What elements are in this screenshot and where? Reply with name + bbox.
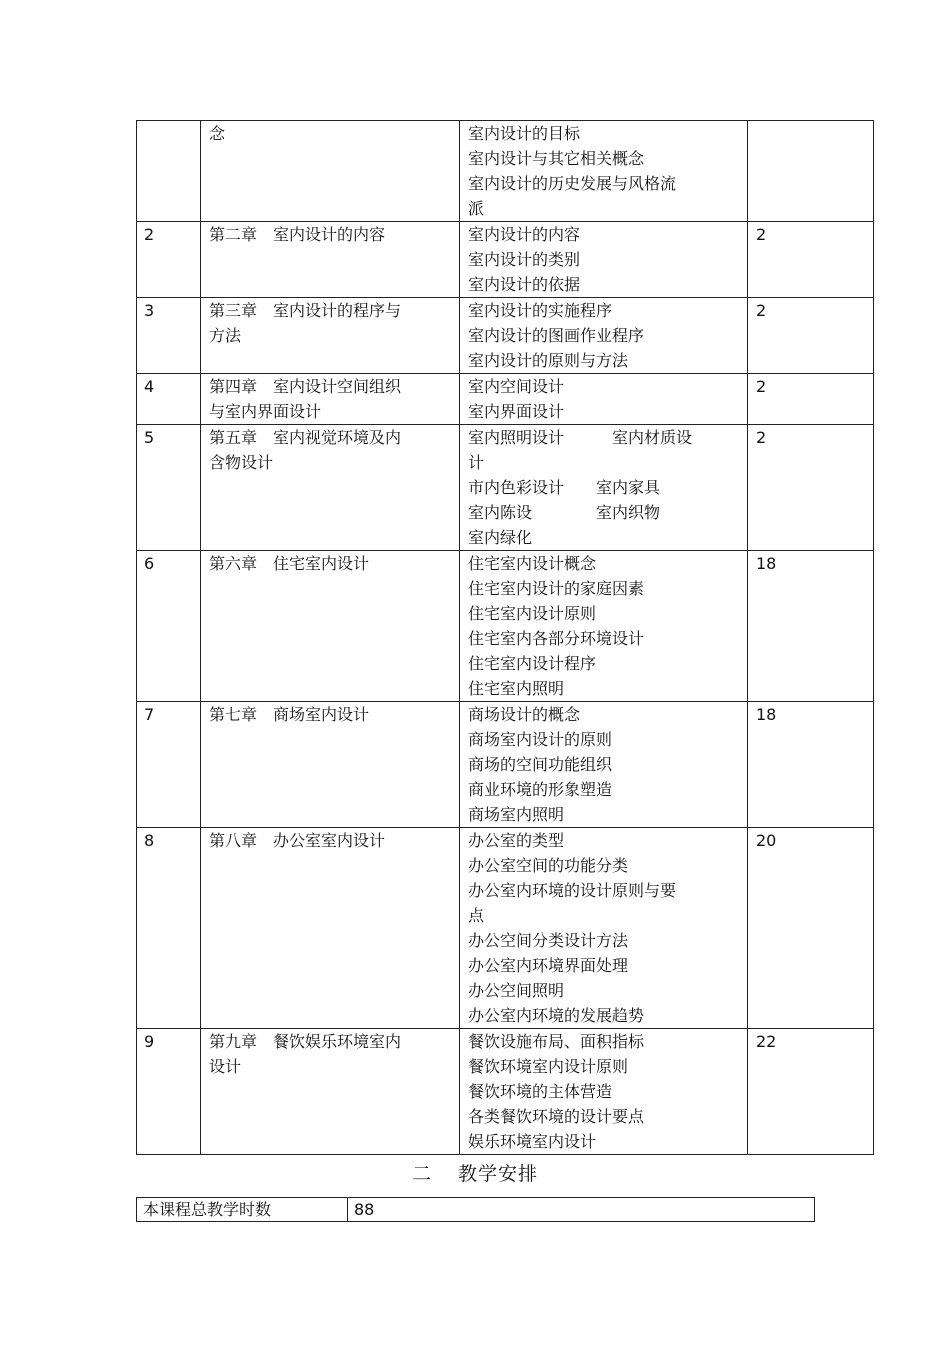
topic-line: 室内照明设计 室内材质设 [468, 428, 693, 447]
topic-line: 住宅室内各部分环境设计 [468, 629, 645, 648]
topic-line: 办公空间分类设计方法 [468, 931, 629, 950]
topic-line: 室内绿化 [468, 528, 533, 547]
total-hours-label: 本课程总教学时数 [137, 1198, 348, 1222]
table-row [137, 374, 874, 425]
chapter-title-cell [201, 551, 460, 702]
total-hours-table [136, 1197, 815, 1222]
hours-value: 2 [756, 225, 767, 244]
chapter-title-line: 第五章 室内视觉环境及内 [209, 428, 402, 447]
total-hours-row [137, 1198, 815, 1222]
topics-cell [460, 702, 748, 828]
chapter-number: 6 [144, 554, 155, 573]
chapter-title-cell [201, 374, 460, 425]
topic-line: 餐饮环境的主体营造 [468, 1082, 613, 1101]
table-row [137, 425, 874, 551]
topics-cell [460, 425, 748, 551]
chapter-number-cell [137, 425, 201, 551]
chapter-title-line: 方法 [209, 326, 242, 345]
topics-cell [460, 222, 748, 298]
chapter-number-cell [137, 298, 201, 374]
chapter-title-cell [201, 425, 460, 551]
hours-value: 22 [756, 1032, 777, 1051]
table-row [137, 702, 874, 828]
chapter-number-cell [137, 1029, 201, 1155]
topic-line: 计 [468, 453, 485, 472]
topic-line: 住宅室内设计概念 [468, 554, 597, 573]
chapter-title-line: 与室内界面设计 [209, 402, 322, 421]
hours-value: 18 [756, 705, 777, 724]
topic-line: 室内空间设计 [468, 377, 565, 396]
hours-value: 2 [756, 428, 767, 447]
topic-line: 室内陈设 室内织物 [468, 503, 661, 522]
topic-line: 派 [468, 199, 485, 218]
topic-line: 室内设计的实施程序 [468, 301, 613, 320]
hours-cell [748, 828, 874, 1029]
chapter-number-cell [137, 828, 201, 1029]
hours-cell [748, 1029, 874, 1155]
topic-line: 办公室内环境界面处理 [468, 956, 629, 975]
chapter-number: 3 [144, 301, 155, 320]
chapter-number-cell [137, 702, 201, 828]
hours-value: 20 [756, 831, 777, 850]
topics-cell [460, 1029, 748, 1155]
topic-line: 商场设计的概念 [468, 705, 581, 724]
chapter-title-line: 念 [209, 124, 226, 143]
topics-cell [460, 828, 748, 1029]
chapter-title-line: 第七章 商场室内设计 [209, 705, 370, 724]
topic-line: 办公室空间的功能分类 [468, 856, 629, 875]
hours-cell [748, 222, 874, 298]
table-row [137, 222, 874, 298]
topic-line: 室内设计的历史发展与风格流 [468, 174, 677, 193]
course-content-table [136, 120, 874, 1155]
hours-cell [748, 121, 874, 222]
chapter-title-line: 含物设计 [209, 453, 274, 472]
topic-line: 餐饮环境室内设计原则 [468, 1057, 629, 1076]
topic-line: 住宅室内设计的家庭因素 [468, 579, 645, 598]
section-title-text: 教学安排 [458, 1163, 539, 1185]
chapter-number-cell [137, 121, 201, 222]
chapter-title-cell [201, 298, 460, 374]
hours-cell [748, 425, 874, 551]
chapter-title-cell [201, 121, 460, 222]
section-heading [0, 1161, 950, 1187]
section-number: 二 [411, 1163, 432, 1185]
chapter-title-line: 第三章 室内设计的程序与 [209, 301, 402, 320]
topic-line: 市内色彩设计 室内家具 [468, 478, 661, 497]
hours-cell [748, 298, 874, 374]
topic-line: 室内设计的目标 [468, 124, 581, 143]
topic-line: 室内设计的原则与方法 [468, 351, 629, 370]
chapter-number: 8 [144, 831, 155, 850]
topic-line: 娱乐环境室内设计 [468, 1132, 597, 1151]
hours-cell [748, 702, 874, 828]
table-row [137, 298, 874, 374]
table-row [137, 828, 874, 1029]
topic-line: 住宅室内设计程序 [468, 654, 597, 673]
chapter-number: 5 [144, 428, 155, 447]
hours-value: 18 [756, 554, 777, 573]
topics-cell [460, 298, 748, 374]
hours-cell [748, 374, 874, 425]
topic-line: 办公室内环境的设计原则与要 [468, 881, 677, 900]
topic-line: 办公室的类型 [468, 831, 565, 850]
topic-line: 室内设计的图画作业程序 [468, 326, 645, 345]
chapter-title-cell [201, 1029, 460, 1155]
topic-line: 商场的空间功能组织 [468, 755, 613, 774]
table-row [137, 1029, 874, 1155]
total-hours-value: 88 [348, 1198, 815, 1222]
topic-line: 室内设计的类别 [468, 250, 581, 269]
chapter-title-line: 第六章 住宅室内设计 [209, 554, 370, 573]
chapter-number: 4 [144, 377, 155, 396]
chapter-title-cell [201, 828, 460, 1029]
course-content-rows [137, 121, 874, 1155]
topic-line: 各类餐饮环境的设计要点 [468, 1107, 645, 1126]
chapter-number-cell [137, 374, 201, 425]
topic-line: 商场室内设计的原则 [468, 730, 613, 749]
topics-cell [460, 121, 748, 222]
topic-line: 室内设计与其它相关概念 [468, 149, 645, 168]
table-row [137, 551, 874, 702]
chapter-number: 7 [144, 705, 155, 724]
chapter-title-line: 第八章 办公室室内设计 [209, 831, 386, 850]
chapter-title-line: 第四章 室内设计空间组织 [209, 377, 402, 396]
topic-line: 室内设计的内容 [468, 225, 581, 244]
topic-line: 点 [468, 906, 485, 925]
topic-line: 室内界面设计 [468, 402, 565, 421]
topic-line: 办公室内环境的发展趋势 [468, 1006, 645, 1025]
chapter-number-cell [137, 222, 201, 298]
chapter-title-cell [201, 222, 460, 298]
topic-line: 餐饮设施布局、面积指标 [468, 1032, 645, 1051]
chapter-title-line: 设计 [209, 1057, 242, 1076]
table-row [137, 121, 874, 222]
chapter-title-cell [201, 702, 460, 828]
hours-value: 2 [756, 301, 767, 320]
topic-line: 住宅室内照明 [468, 679, 565, 698]
chapter-number-cell [137, 551, 201, 702]
chapter-number: 2 [144, 225, 155, 244]
hours-cell [748, 551, 874, 702]
topics-cell [460, 551, 748, 702]
topic-line: 办公空间照明 [468, 981, 565, 1000]
topics-cell [460, 374, 748, 425]
topic-line: 室内设计的依据 [468, 275, 581, 294]
topic-line: 商场室内照明 [468, 805, 565, 824]
hours-value: 2 [756, 377, 767, 396]
chapter-number: 9 [144, 1032, 155, 1051]
chapter-title-line: 第九章 餐饮娱乐环境室内 [209, 1032, 402, 1051]
topic-line: 商业环境的形象塑造 [468, 780, 613, 799]
chapter-title-line: 第二章 室内设计的内容 [209, 225, 386, 244]
topic-line: 住宅室内设计原则 [468, 604, 597, 623]
